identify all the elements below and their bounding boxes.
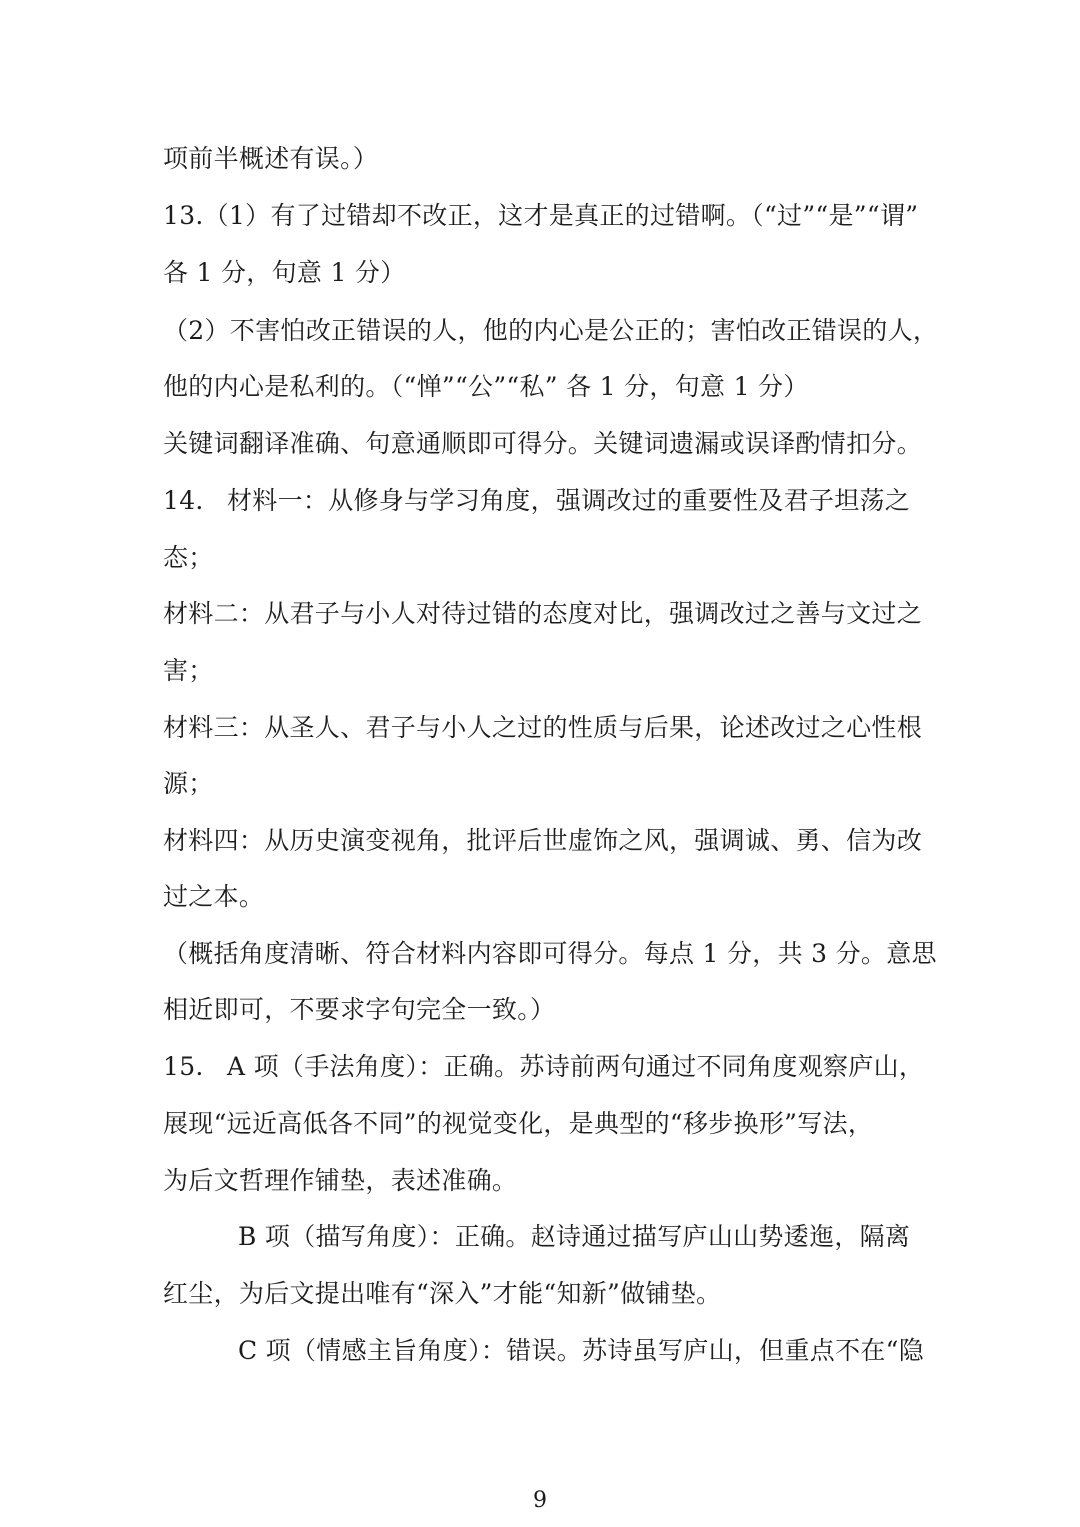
text-line: 材料二：从君子与小人对待过错的态度对比，强调改过之善与文过之 bbox=[163, 599, 923, 628]
text-line: （2）不害怕改正错误的人，他的内心是公正的；害怕改正错误的人， bbox=[163, 316, 939, 345]
text-line: 红尘，为后文提出唯有“深入”才能“知新”做铺垫。 bbox=[163, 1279, 722, 1308]
page-number: 9 bbox=[533, 1488, 547, 1513]
text-line: 展现“远近高低各不同”的视觉变化，是典型的“移步换形”写法， bbox=[163, 1109, 874, 1138]
text-line: （概括角度清晰、符合材料内容即可得分。每点 1 分，共 3 分。意思 bbox=[163, 939, 937, 968]
text-line: A 项（手法角度）：正确。苏诗前两句通过不同角度观察庐山， bbox=[227, 1052, 925, 1081]
question-number: 14. bbox=[163, 486, 204, 515]
text-line: B 项（描写角度）：正确。赵诗通过描写庐山山势逶迤，隔离 bbox=[238, 1222, 911, 1251]
text-line: 源； bbox=[163, 769, 214, 798]
text-line: 材料一：从修身与学习角度，强调改过的重要性及君子坦荡之 bbox=[227, 486, 911, 515]
text-line: 项前半概述有误。） bbox=[163, 144, 379, 173]
question-number: 15. bbox=[163, 1052, 204, 1081]
text-line: 材料四：从历史演变视角，批评后世虚饰之风，强调诚、勇、信为改 bbox=[163, 826, 923, 855]
question-14 bbox=[163, 484, 923, 518]
text-line: 害； bbox=[163, 656, 214, 685]
text-line: 材料三：从圣人、君子与小人之过的性质与后果，论述改过之心性根 bbox=[163, 713, 923, 742]
text-line: 过之本。 bbox=[163, 882, 265, 911]
text-line: C 项（情感主旨角度）：错误。苏诗虽写庐山，但重点不在“隐 bbox=[238, 1336, 925, 1365]
text-line: 13.（1）有了过错却不改正，这才是真正的过错啊。（“过”“是”“谓” bbox=[163, 201, 919, 230]
text-line: 态； bbox=[163, 543, 214, 572]
text-line: 关键词翻译准确、句意通顺即可得分。关键词遗漏或误译酌情扣分。 bbox=[163, 429, 923, 458]
text-line: 各 1 分，句意 1 分） bbox=[163, 258, 406, 287]
text-line: 他的内心是私利的。（“惮”“公”“私” 各 1 分，句意 1 分） bbox=[163, 372, 809, 401]
text-line: 相近即可，不要求字句完全一致。） bbox=[163, 995, 556, 1024]
question-15 bbox=[163, 1050, 923, 1084]
text-line: 为后文哲理作铺垫，表述准确。 bbox=[163, 1166, 518, 1195]
